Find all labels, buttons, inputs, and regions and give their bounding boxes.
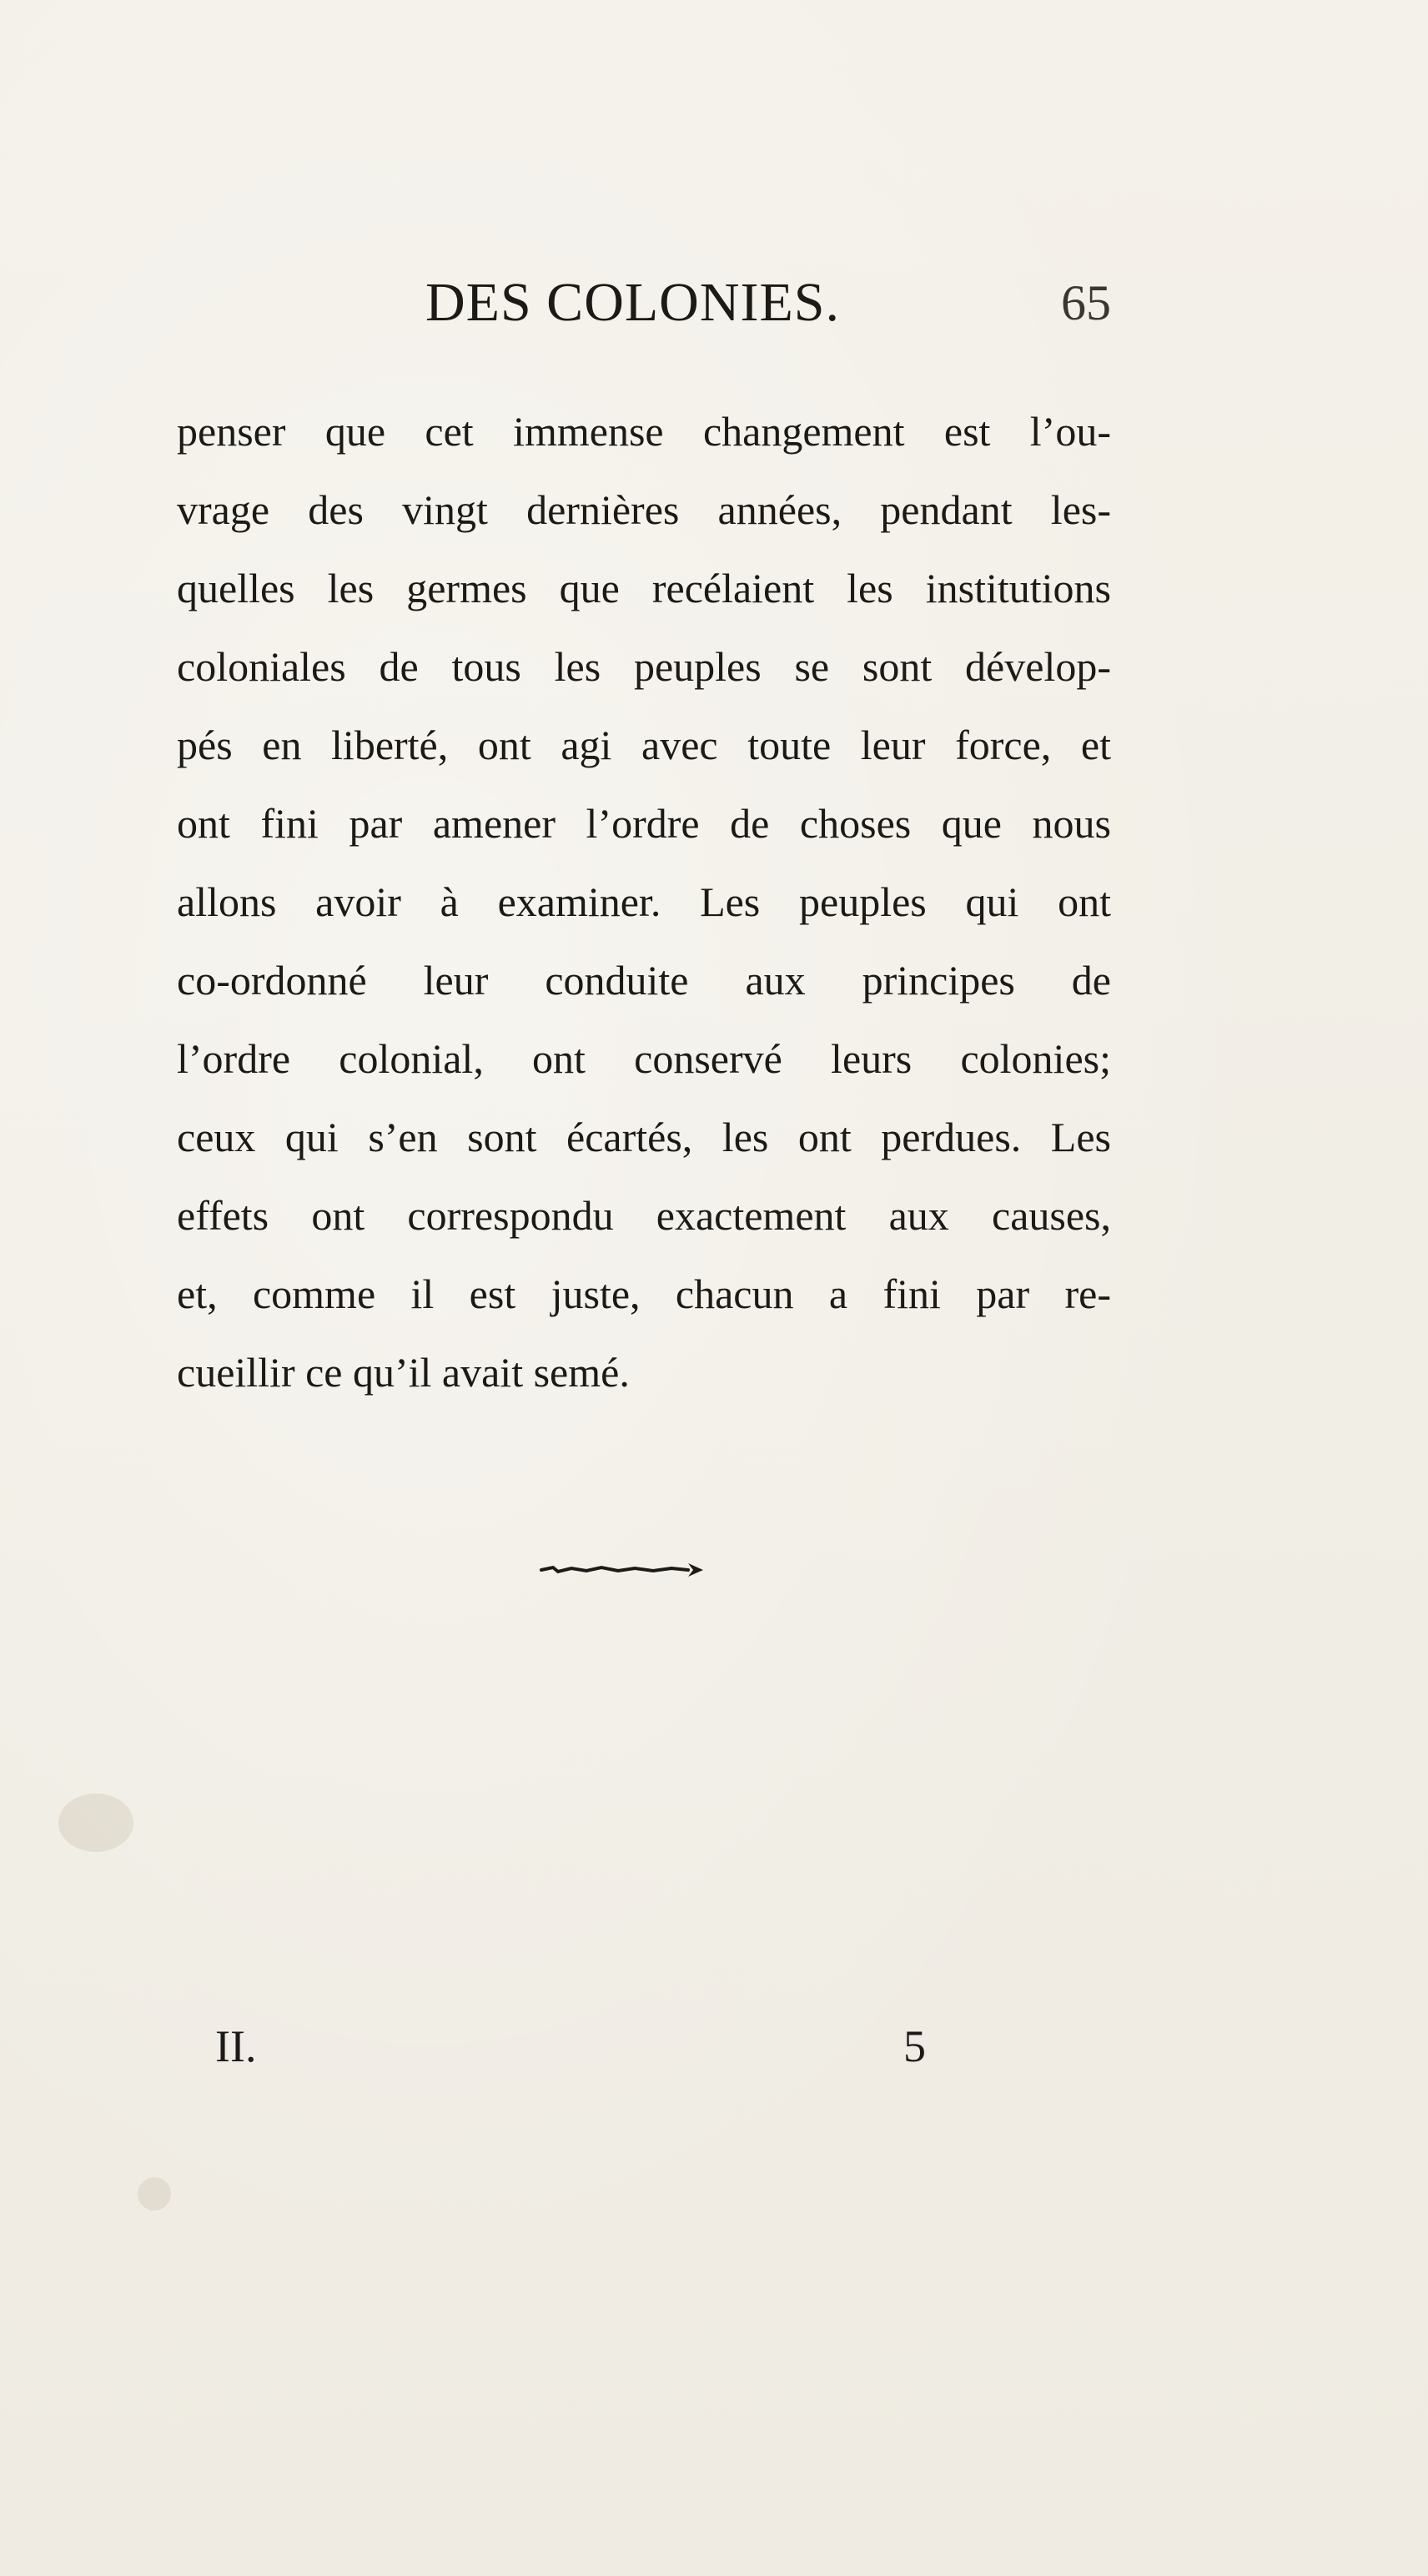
ornamental-rule-icon [538,1560,722,1580]
running-head [0,265,1428,340]
text-line: vrage des vingt dernières années, pendant les- [177,486,1111,533]
running-title: DES COLONIES. [425,272,841,333]
text-line: coloniales de tous les peuples se sont dévelop- [177,643,1111,690]
text-line: quelles les germes que recélaient les institutions [177,565,1111,611]
text-line: et, comme il est juste, chacun a fini par re- [177,1270,1111,1317]
text-line: ont fini par amener l’ordre de choses que nous [177,800,1111,847]
text-line: allons avoir à examiner. Les peuples qui ont [177,878,1111,925]
paper-stain [138,2177,171,2211]
text-line: effets ont correspondu exactement aux causes, [177,1192,1111,1239]
text-line: ceux qui s’en sont écartés, les ont perdues. Les [177,1114,1111,1160]
body-text [177,392,1111,1411]
page-number: 65 [1061,275,1111,330]
paper-stain [58,1794,133,1852]
text-line: pés en liberté, ont agi avec toute leur force, et [177,722,1111,768]
sheet-number: 5 [903,2021,926,2071]
text-line: l’ordre colonial, ont conservé leurs colonies; [177,1035,1111,1082]
text-line: penser que cet immense changement est l’ou- [177,408,1111,455]
text-line: cueillir ce qu’il avait semé. [177,1349,630,1396]
text-line: co-ordonné leur conduite aux principes de [177,957,1111,1004]
signature-mark: II. [215,2021,257,2071]
